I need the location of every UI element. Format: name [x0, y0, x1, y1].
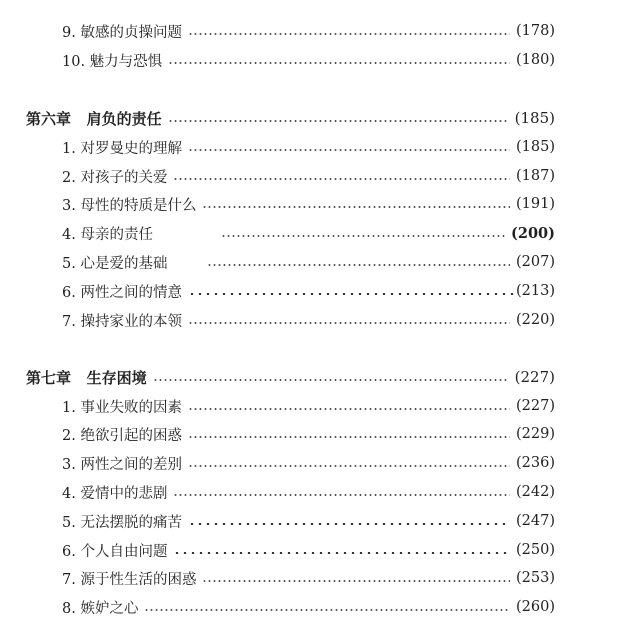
toc-entry-title: 5. 无法摆脱的痛苦: [62, 514, 182, 531]
toc-entry-title: 9. 敏感的贞操问题: [62, 24, 182, 41]
toc-entry: [62, 510, 555, 532]
toc-entry-page: (220): [516, 312, 555, 328]
dot-leader: [188, 33, 510, 35]
toc-entry-title: 1. 事业失败的因素: [62, 399, 182, 416]
toc-entry: [62, 596, 555, 618]
toc-entry: [62, 280, 555, 302]
toc-entry-page: (247): [516, 513, 555, 529]
dot-leader: [153, 379, 509, 381]
toc-entry: [62, 539, 555, 561]
toc-entry-page: (180): [516, 52, 555, 68]
dot-leader: [173, 494, 510, 496]
dot-leader: [188, 408, 510, 410]
toc-entry-page: (242): [516, 484, 555, 500]
toc-entry-title: 5. 心是爱的基础: [62, 255, 168, 272]
dot-leader: [188, 523, 510, 525]
toc-entry: [62, 309, 555, 331]
toc-entry: [62, 49, 555, 71]
toc-entry: [62, 165, 555, 187]
toc-entry: [62, 222, 555, 244]
toc-entry: [62, 136, 555, 158]
dot-leader: [173, 178, 510, 180]
toc-entry: [62, 251, 555, 273]
toc-entry: [62, 395, 555, 417]
toc-entry: [62, 567, 555, 589]
toc-chapter-title: 第七章 生存困境: [26, 368, 147, 387]
toc-entry-title: 3. 母性的特质是什么: [62, 197, 197, 214]
toc-chapter-page: (185): [514, 109, 555, 127]
toc-entry-page: (260): [516, 599, 555, 615]
toc-entry-title: 7. 操持家业的本领: [62, 313, 182, 330]
toc-entry-title: 3. 两性之间的差别: [62, 456, 182, 473]
dot-leader: [168, 62, 510, 64]
toc-entry-title: 7. 源于性生活的困惑: [62, 571, 197, 588]
toc-chapter: [26, 366, 555, 388]
toc-entry-page: (185): [516, 139, 555, 155]
toc-entry: [62, 20, 555, 42]
dot-leader: [202, 206, 510, 208]
dot-leader: [207, 264, 510, 266]
dot-leader: [188, 322, 510, 324]
toc-entry-page: (187): [516, 168, 555, 184]
dot-leader: [168, 120, 509, 122]
toc-entry-title: 1. 对罗曼史的理解: [62, 140, 182, 157]
toc-entry: [62, 193, 555, 215]
toc-entry-page: (236): [516, 455, 555, 471]
dot-leader: [188, 436, 510, 438]
dot-leader: [188, 465, 510, 467]
dot-leader: [173, 552, 510, 554]
toc-entry-title: 6. 两性之间的情意: [62, 284, 182, 301]
toc-entry-page: (227): [516, 398, 555, 414]
dot-leader: [202, 580, 510, 582]
toc-entry-page: (250): [516, 542, 555, 558]
toc-chapter-page: (227): [514, 368, 555, 386]
toc-entry-page: (253): [516, 570, 555, 586]
toc-entry-title: 10. 魅力与恐惧: [62, 53, 163, 70]
toc-entry-title: 2. 绝欲引起的困惑: [62, 427, 182, 444]
toc-entry-page: (229): [516, 426, 555, 442]
toc-entry-page: (213): [516, 283, 555, 299]
toc-entry: [62, 423, 555, 445]
toc-entry-title: 4. 爱情中的悲剧: [62, 485, 168, 502]
toc-entry-page: (191): [516, 196, 555, 212]
toc-entry-page: (200): [511, 224, 555, 242]
toc-chapter: [26, 107, 555, 129]
toc-entry-title: 6. 个人自由问题: [62, 543, 168, 560]
toc-chapter-title: 第六章 肩负的责任: [26, 109, 162, 128]
toc-entry-page: (207): [516, 254, 555, 270]
toc-entry-title: 4. 母亲的责任: [62, 226, 153, 243]
dot-leader: [221, 235, 505, 237]
dot-leader: [188, 149, 510, 151]
dot-leader: [144, 609, 510, 611]
toc-entry: [62, 481, 555, 503]
toc-entry-title: 8. 嫉妒之心: [62, 600, 139, 617]
toc-entry-title: 2. 对孩子的关爱: [62, 169, 168, 186]
toc-entry-page: (178): [516, 23, 555, 39]
toc-entry: [62, 452, 555, 474]
dot-leader: [188, 293, 516, 295]
